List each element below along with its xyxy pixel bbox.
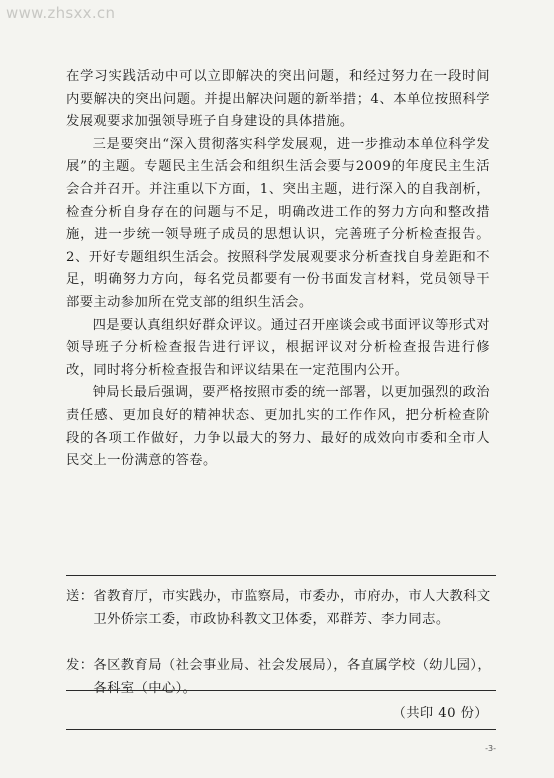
divider-middle <box>66 690 496 691</box>
divider-top <box>66 575 496 576</box>
issue-recipients: 各区教育局（社会事业局、社会发展局），各直属学校（幼儿园），各科室（中心）。 <box>93 658 492 696</box>
paragraph-point-four: 四是要认真组织好群众评议。通过召开座谈会或书面评议等形式对领导班子分析检查报告进行评议，根据评议对分析检查报告进行修改，同时将分析检查报告和评议结果在一定范围内公开。 <box>66 317 490 378</box>
divider-bottom <box>66 729 496 730</box>
page-number: -3- <box>485 744 496 753</box>
send-label: 送： <box>66 589 94 604</box>
distribution-send <box>66 586 496 631</box>
watermark: www.zhsxx.cn <box>6 4 116 22</box>
copies-count: （共印 40 份） <box>392 706 488 721</box>
distribution-issue <box>66 655 496 700</box>
body-text <box>66 66 490 473</box>
paragraph-continuation: 在学习实践活动中可以立即解决的突出问题，和经过努力在一段时间内要解决的突出问题。并提出解决问题的新举措；4、本单位按照科学发展观要求加强领导班子自身建设的具体措施。 <box>66 69 490 130</box>
send-recipients: 省教育厅，市实践办，市监察局，市委办，市府办，市人大教科文卫外侨宗工委，市政协科教文卫体委，邓群芳、李力同志。 <box>93 589 491 627</box>
paragraph-point-three: 三是要突出“深入贯彻落实科学发展观，进一步推动本单位科学发展”的主题。专题民主生活会和组织生活会要与2009的年度民主生活会合并召开。并注重以下方面，1、突出主题，进行深入的自我剖析，检查分析自身存在的问题与不足，明确改进工作的努力方向和整改措施，进一步统一领导班子成员的思想认识，完善班子分析检查报告。2、开好专题组织生活会。按照科学发展观要求分析查找自身差距和不足，明确努力方向，每名党员都要有一份书面发言材料，党员领导干部要主动参加所在党支部的组织生活会。 <box>66 136 490 310</box>
issue-label: 发： <box>66 658 94 673</box>
paragraph-closing: 钟局长最后强调，要严格按照市委的统一部署，以更加强烈的政治责任感、更加良好的精神状态、更加扎实的工作作风，把分析检查阶段的各项工作做好，力争以最大的努力、最好的成效向市委和全市人民交上一份满意的答卷。 <box>66 385 490 469</box>
